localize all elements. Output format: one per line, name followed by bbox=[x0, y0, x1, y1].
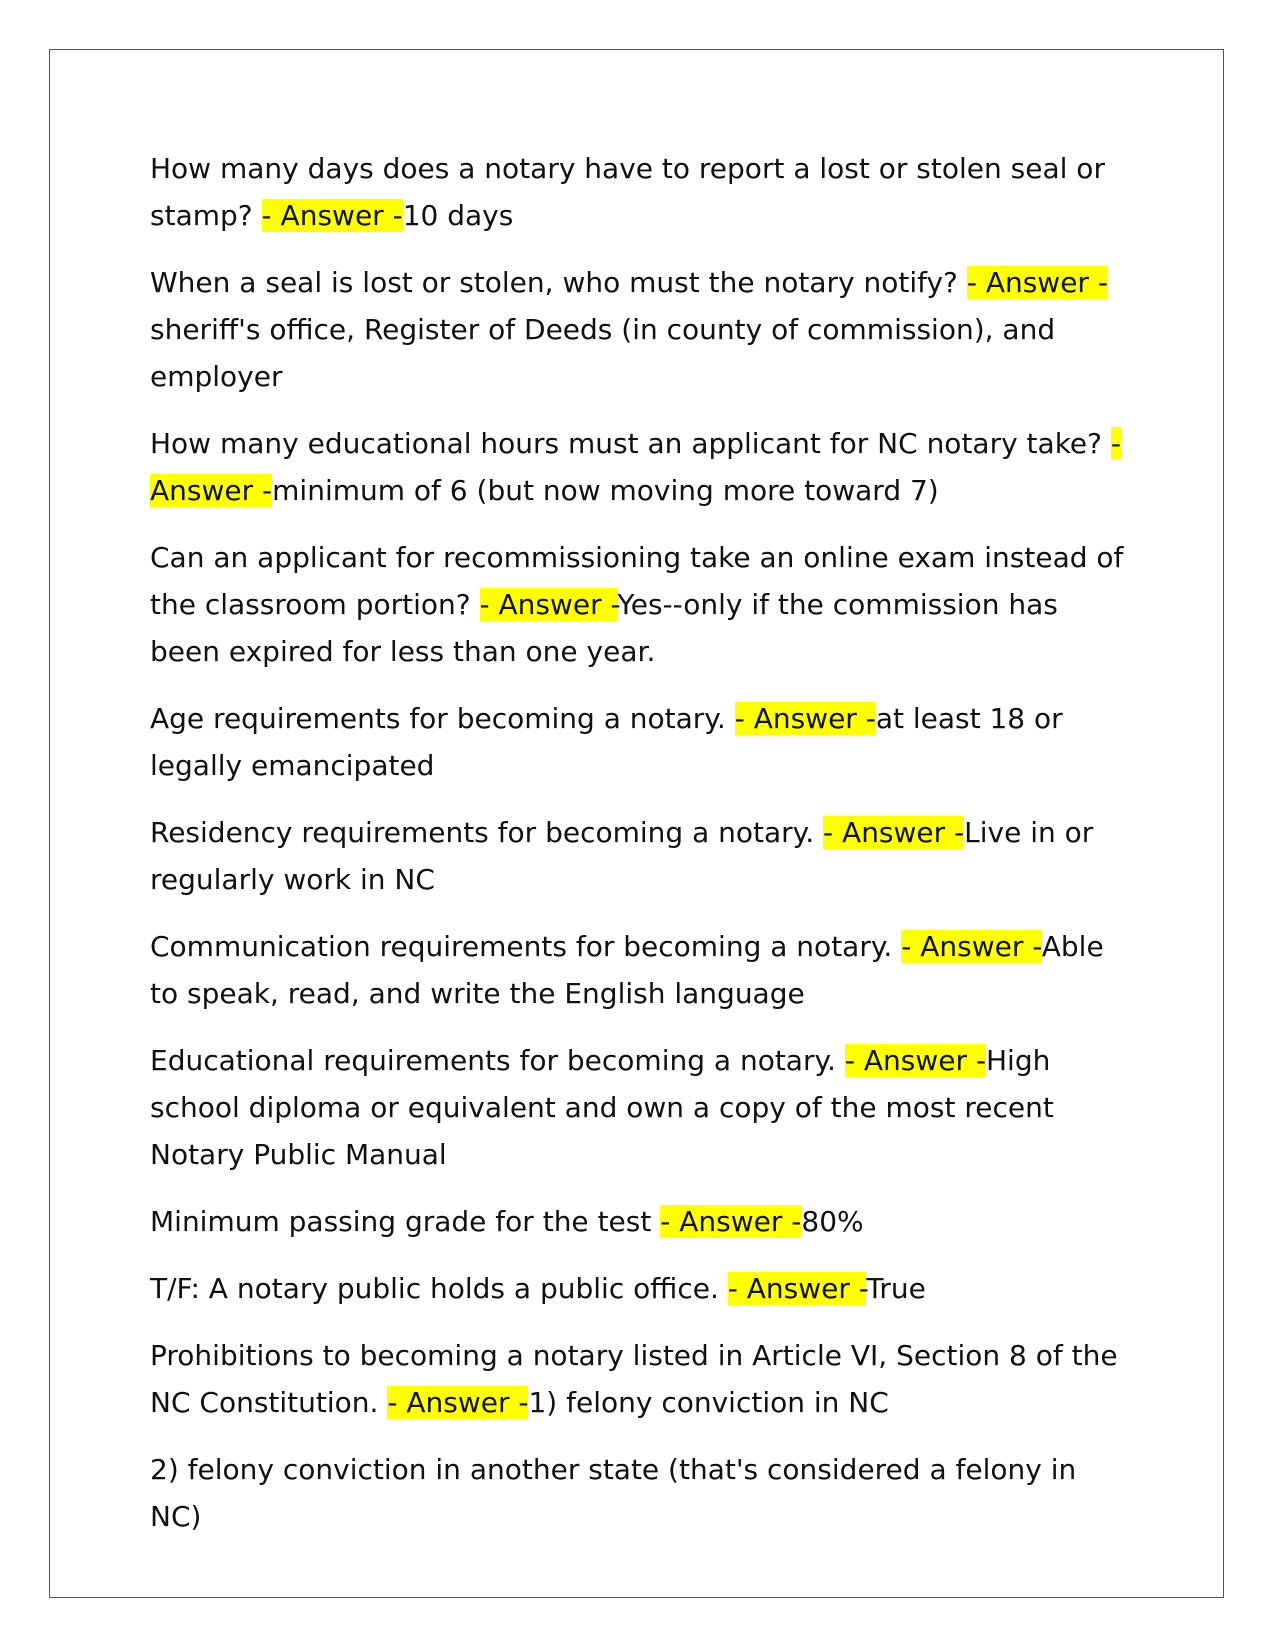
qa-item bbox=[150, 259, 1130, 400]
answer-text: Yes--only if the commission has been expired for less than one year. bbox=[150, 588, 1058, 668]
question-text: Age requirements for becoming a notary. bbox=[150, 702, 735, 735]
answer-label: - Answer - bbox=[901, 930, 1042, 963]
qa-item bbox=[150, 1198, 1130, 1245]
answer-label: - Answer - bbox=[387, 1386, 529, 1419]
qa-item bbox=[150, 695, 1130, 789]
answer-text: 80% bbox=[801, 1205, 864, 1238]
continuation-line: 2) felony conviction in another state (that's considered a felony in NC) bbox=[150, 1453, 1077, 1533]
question-text: When a seal is lost or stolen, who must the notary notify? bbox=[150, 266, 967, 299]
answer-label: - Answer - bbox=[844, 1044, 986, 1077]
question-text: Communication requirements for becoming a notary. bbox=[150, 930, 902, 963]
qa-item bbox=[150, 420, 1130, 514]
answer-label: - Answer - bbox=[150, 427, 1122, 507]
question-text: Prohibitions to becoming a notary listed in Article VI, Section 8 of the NC Constitution. bbox=[150, 1339, 1118, 1419]
question-text: How many educational hours must an applicant for NC notary take? bbox=[150, 427, 1111, 460]
question-text: How many days does a notary have to report a lost or stolen seal or stamp? bbox=[150, 152, 1105, 232]
answer-label: - Answer - bbox=[734, 702, 876, 735]
question-text: Can an applicant for recommissioning take an online exam instead of the classroom portion? bbox=[150, 541, 1124, 621]
answer-label: - Answer - bbox=[727, 1272, 867, 1305]
question-text: Educational requirements for becoming a notary. bbox=[150, 1044, 845, 1077]
qa-item bbox=[150, 145, 1130, 239]
answer-text: minimum of 6 (but now moving more toward 7) bbox=[272, 474, 939, 507]
answer-text: sheriff's office, Register of Deeds (in county of commission), and employer bbox=[150, 313, 1056, 393]
answer-text: Able to speak, read, and write the English language bbox=[150, 930, 1104, 1010]
qa-item bbox=[150, 1332, 1130, 1426]
answer-text: at least 18 or legally emancipated bbox=[150, 702, 1063, 782]
answer-text: Live in or regularly work in NC bbox=[150, 816, 1094, 896]
document-content bbox=[150, 145, 1130, 1560]
qa-item bbox=[150, 923, 1130, 1017]
answer-label: - Answer - bbox=[966, 266, 1108, 299]
qa-item bbox=[150, 1037, 1130, 1178]
answer-text: 1) felony conviction in NC bbox=[528, 1386, 889, 1419]
answer-label: - Answer - bbox=[479, 588, 618, 621]
answer-text: 10 days bbox=[402, 199, 514, 232]
answer-text: High school diploma or equivalent and own a copy of the most recent Notary Public Manual bbox=[150, 1044, 1054, 1171]
qa-item bbox=[150, 809, 1130, 903]
question-text: T/F: A notary public holds a public office. bbox=[150, 1272, 728, 1305]
answer-text: True bbox=[866, 1272, 926, 1305]
question-text: Residency requirements for becoming a notary. bbox=[150, 816, 824, 849]
answer-label: - Answer - bbox=[823, 816, 965, 849]
qa-item bbox=[150, 1265, 1130, 1312]
qa-item bbox=[150, 534, 1130, 675]
answer-label: - Answer - bbox=[660, 1205, 802, 1238]
question-text: Minimum passing grade for the test bbox=[150, 1205, 661, 1238]
answer-label: - Answer - bbox=[261, 199, 403, 232]
